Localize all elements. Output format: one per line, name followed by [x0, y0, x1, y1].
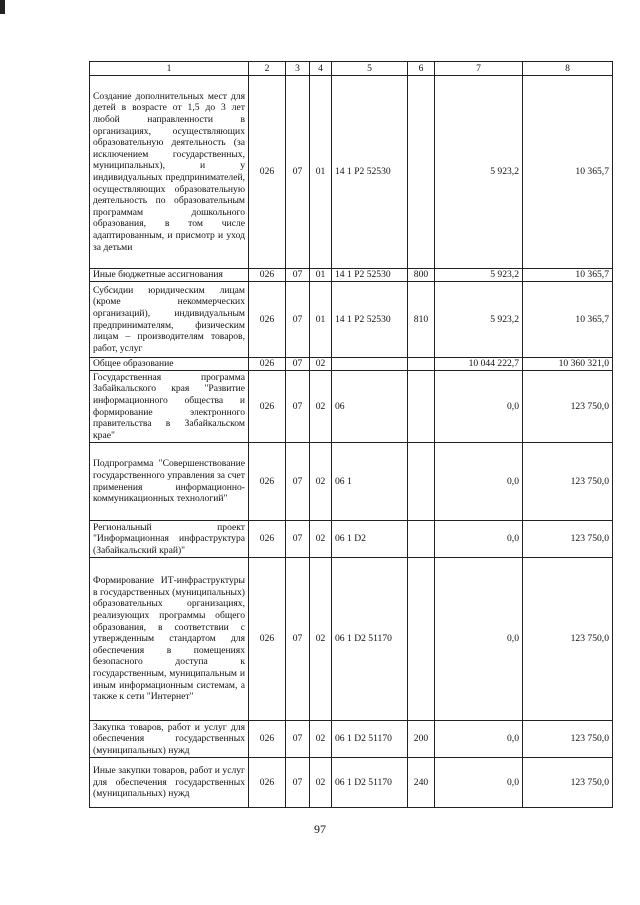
table-row — [90, 371, 613, 443]
table-row — [90, 76, 613, 269]
table-header-row — [90, 62, 613, 76]
column-header: 8 — [523, 62, 613, 76]
cell-amount-7: 5 923,2 — [435, 282, 523, 358]
cell-expense-type: 200 — [408, 721, 435, 758]
row-name: Иные закупки товаров, работ и услуг для обеспечения государственных (муниципальных) нужд — [90, 758, 249, 808]
cell-subsection: 01 — [310, 282, 332, 358]
cell-grbs: 026 — [249, 76, 286, 269]
cell-expense-type: 800 — [408, 269, 435, 282]
cell-target-article: 06 1 D2 51170 — [332, 758, 408, 808]
table-row — [90, 758, 613, 808]
cell-section: 07 — [286, 269, 310, 282]
cell-expense-type — [408, 76, 435, 269]
cell-subsection: 02 — [310, 371, 332, 443]
cell-expense-type — [408, 358, 435, 371]
cell-amount-7: 0,0 — [435, 443, 523, 521]
cell-section: 07 — [286, 721, 310, 758]
cell-section: 07 — [286, 282, 310, 358]
cell-section: 07 — [286, 443, 310, 521]
column-header: 3 — [286, 62, 310, 76]
column-header: 7 — [435, 62, 523, 76]
cell-subsection: 02 — [310, 758, 332, 808]
cell-section: 07 — [286, 358, 310, 371]
cell-expense-type — [408, 521, 435, 558]
cell-section: 07 — [286, 76, 310, 269]
cell-grbs: 026 — [249, 721, 286, 758]
cell-grbs: 026 — [249, 358, 286, 371]
cell-amount-8: 123 750,0 — [523, 521, 613, 558]
page-number: 97 — [314, 822, 326, 836]
row-name: Иные бюджетные ассигнования — [90, 269, 249, 282]
table-row — [90, 443, 613, 521]
cell-target-article: 14 1 P2 52530 — [332, 282, 408, 358]
cell-amount-8: 10 365,7 — [523, 269, 613, 282]
row-name: Формирование ИТ-инфраструктуры в государственных (муниципальных) образовательных организациях, реализующих программы общего образования, в соответствии с утвержденным стандартом для обеспечения в помещениях безопасного доступа к государственным, муниципальным и иным информационным системам, а также к сети "Интернет" — [90, 558, 249, 721]
cell-amount-7: 0,0 — [435, 758, 523, 808]
column-header: 2 — [249, 62, 286, 76]
cell-expense-type — [408, 371, 435, 443]
cell-amount-7: 0,0 — [435, 521, 523, 558]
cell-target-article: 06 — [332, 371, 408, 443]
cell-subsection: 02 — [310, 721, 332, 758]
column-header: 4 — [310, 62, 332, 76]
row-name: Общее образование — [90, 358, 249, 371]
table-row — [90, 558, 613, 721]
cell-amount-8: 10 365,7 — [523, 76, 613, 269]
row-name: Региональный проект "Информационная инфраструктура (Забайкальский край)" — [90, 521, 249, 558]
table-row — [90, 721, 613, 758]
cell-section: 07 — [286, 758, 310, 808]
budget-table — [89, 61, 613, 808]
table-row — [90, 521, 613, 558]
table-row — [90, 269, 613, 282]
cell-amount-8: 123 750,0 — [523, 443, 613, 521]
row-name: Создание дополнительных мест для детей в возрасте от 1,5 до 3 лет любой направленности в организациях, осуществляющих образовательную деятельность (за исключением государственных, муниципальных), и у индивидуальных предпринимателей, осуществляющих образовательную деятельность по образовательным программам дошкольного образования, в том числе адаптированным, и присмотр и уход за детьми — [90, 76, 249, 269]
row-name: Закупка товаров, работ и услуг для обеспечения государственных (муниципальных) нужд — [90, 721, 249, 758]
cell-expense-type: 240 — [408, 758, 435, 808]
cell-grbs: 026 — [249, 269, 286, 282]
cell-section: 07 — [286, 558, 310, 721]
cell-amount-8: 123 750,0 — [523, 558, 613, 721]
column-header: 5 — [332, 62, 408, 76]
cell-subsection: 01 — [310, 76, 332, 269]
cell-expense-type — [408, 443, 435, 521]
row-name: Государственная программа Забайкальского края "Развитие информационного общества и формирование электронного правительства в Забайкальском крае" — [90, 371, 249, 443]
cell-subsection: 02 — [310, 443, 332, 521]
cell-amount-8: 10 360 321,0 — [523, 358, 613, 371]
cell-amount-7: 0,0 — [435, 371, 523, 443]
cell-subsection: 02 — [310, 521, 332, 558]
cell-grbs: 026 — [249, 758, 286, 808]
cell-target-article: 06 1 D2 — [332, 521, 408, 558]
column-header: 1 — [90, 62, 249, 76]
cell-target-article: 06 1 D2 51170 — [332, 558, 408, 721]
scan-corner-mark — [0, 0, 5, 14]
table-row — [90, 282, 613, 358]
cell-amount-7: 5 923,2 — [435, 269, 523, 282]
cell-target-article: 06 1 D2 51170 — [332, 721, 408, 758]
column-header: 6 — [408, 62, 435, 76]
cell-amount-8: 123 750,0 — [523, 371, 613, 443]
cell-target-article: 14 1 P2 52530 — [332, 76, 408, 269]
row-name: Подпрограмма "Совершенствование государственного управления за счет применения информационно-коммуникационных технологий" — [90, 443, 249, 521]
cell-section: 07 — [286, 521, 310, 558]
cell-amount-7: 5 923,2 — [435, 76, 523, 269]
cell-subsection: 02 — [310, 358, 332, 371]
cell-section: 07 — [286, 371, 310, 443]
cell-expense-type — [408, 558, 435, 721]
table-row — [90, 358, 613, 371]
cell-amount-7: 0,0 — [435, 558, 523, 721]
cell-amount-8: 10 365,7 — [523, 282, 613, 358]
cell-target-article — [332, 358, 408, 371]
cell-amount-8: 123 750,0 — [523, 721, 613, 758]
cell-grbs: 026 — [249, 558, 286, 721]
cell-amount-8: 123 750,0 — [523, 758, 613, 808]
cell-target-article: 06 1 — [332, 443, 408, 521]
cell-subsection: 02 — [310, 558, 332, 721]
cell-grbs: 026 — [249, 371, 286, 443]
cell-subsection: 01 — [310, 269, 332, 282]
cell-target-article: 14 1 P2 52530 — [332, 269, 408, 282]
cell-expense-type: 810 — [408, 282, 435, 358]
cell-amount-7: 10 044 222,7 — [435, 358, 523, 371]
cell-grbs: 026 — [249, 282, 286, 358]
row-name: Субсидии юридическим лицам (кроме некоммерческих организаций), индивидуальным предпринимателям, физическим лицам – производителям товаров, работ, услуг — [90, 282, 249, 358]
cell-grbs: 026 — [249, 521, 286, 558]
cell-grbs: 026 — [249, 443, 286, 521]
cell-amount-7: 0,0 — [435, 721, 523, 758]
